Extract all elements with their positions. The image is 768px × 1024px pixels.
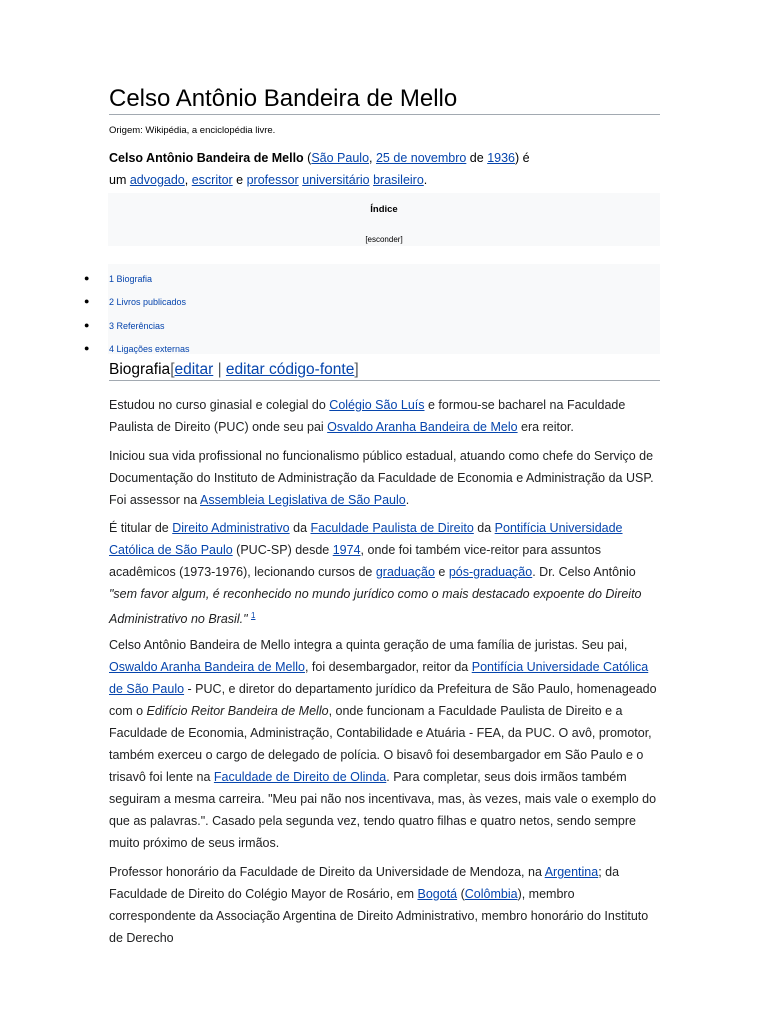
toc-item-biografia[interactable]: 1 Biografia [109,274,153,284]
link-1974[interactable]: 1974 [332,543,361,557]
link-osvaldo-aranha[interactable]: Osvaldo Aranha Bandeira de Melo [327,420,518,434]
paragraph-titular: É titular de Direito Administrativo da Faculdade Paulista de Direito da Pontifícia Universidade Católica de São Paulo (PUC-SP) desde 1974, onde foi também vice-reitor para assuntos acadêmicos (1973-1976), lecionando cursos de graduação e pós-graduação. Dr. Celso Antônio "sem favor algum, é reconhecido no mundo jurídico como o mais destacado expoente do Direito Administrativo no Brasil." $^1$ [109,521,642,627]
link-assembleia[interactable]: Assembleia Legislativa de São Paulo [200,493,406,507]
link-colegio-sao-luis[interactable]: Colégio São Luís [329,398,425,412]
link-birth-date[interactable]: 25 de novembro [375,151,467,165]
toc-list [108,264,660,354]
link-bogota[interactable]: Bogotá [417,887,458,901]
paragraph-education: Estudou no curso ginasial e colegial do Colégio São Luís e formou-se bacharel na Faculdade Paulista de Direito (PUC) onde seu pai Osvaldo Aranha Bandeira de Melo era reitor. [109,398,626,434]
link-argentina[interactable]: Argentina [544,865,599,879]
toc-title: Índice [370,204,398,215]
link-puc[interactable]: Pontifícia Universidade Católica de São Paulo [109,660,649,696]
link-year-1936[interactable]: 1936 [487,151,515,165]
toc-hide-toggle[interactable] [108,235,660,244]
link-advogado[interactable]: advogado [129,173,185,187]
link-professor[interactable]: professor [246,173,299,187]
link-pos-graduacao[interactable]: pós-graduação [448,565,533,579]
intro-name: Celso Antônio Bandeira de Mello [109,151,304,165]
link-brasileiro[interactable]: brasileiro [373,173,424,187]
link-olinda[interactable]: Faculdade de Direito de Olinda [213,770,387,784]
bullet-icon: ● [84,296,90,306]
intro-paragraph: Celso Antônio Bandeira de Mello (São Paulo, 25 de novembro de 1936) é um advogado, escritor e professor universitário brasileiro. [109,151,530,187]
bullet-icon: ● [84,343,90,353]
section-title: Biografia [109,361,171,378]
link-universitario[interactable]: universitário [302,173,370,187]
bullet-icon: ● [84,320,90,330]
paragraph-career: Iniciou sua vida profissional no funcionalismo público estadual, atuando como chefe do Serviço de Documentação do Instituto de Administração da Faculdade de Economia e Administração da USP. Foi assessor na Assembleia Legislativa de São Paulo. [109,449,654,507]
toc-item-ligacoes[interactable]: 4 Ligações externas [109,344,190,354]
link-escritor[interactable]: escritor [191,173,233,187]
section-heading-biografia: Biografia[editar | editar código-fonte] [109,359,660,381]
quote: "sem favor algum, é reconhecido no mundo jurídico como o mais destacado expoente do Direito Administrativo no Brasil." [109,587,642,627]
link-colombia[interactable]: Colômbia [464,887,518,901]
edit-source-link[interactable]: editar código-fonte [225,361,355,378]
link-faculdade-paulista[interactable]: Faculdade Paulista de Direito [310,521,474,535]
origin-note: Origem: Wikipédia, a enciclopédia livre. [109,125,276,136]
toc-header [108,193,660,246]
link-puc-sp[interactable]: Pontifícia Universidade Católica de São Paulo [109,521,623,557]
link-direito-administrativo[interactable]: Direito Administrativo [172,521,290,535]
link-oswaldo-aranha[interactable]: Oswaldo Aranha Bandeira de Mello [109,660,305,674]
page-title: Celso Antônio Bandeira de Mello [109,84,660,115]
reference-1[interactable]: 1 [251,611,256,620]
bullet-icon: ● [84,273,90,283]
paragraph-honorary: Professor honorário da Faculdade de Direito da Universidade de Mendoza, na Argentina; da Faculdade de Direito do Colégio Mayor de Rosário, em Bogotá (Colômbia), membro correspondente da Associação Argentina de Direito Administrativo, membro honorário do Instituto de Derecho [109,865,649,945]
edit-link[interactable]: editar [174,361,214,378]
building-name: Edifício Reitor Bandeira de Mello [146,704,329,718]
link-graduacao[interactable]: graduação [375,565,435,579]
toc-item-referencias[interactable]: 3 Referências [109,321,165,331]
link-sao-paulo[interactable]: São Paulo [311,151,370,165]
toc-item-livros[interactable]: 2 Livros publicados [109,297,187,307]
paragraph-family: Celso Antônio Bandeira de Mello integra a quinta geração de uma família de juristas. Seu pai, Oswaldo Aranha Bandeira de Mello, foi desembargador, reitor da Pontifícia Universidade Católica de São Paulo - PUC, e diretor do departamento jurídico da Prefeitura de São Paulo, homenageado com o Edifício Reitor Bandeira de Mello, onde funcionam a Faculdade Paulista de Direito e a Faculdade de Economia, Administração, Contabilidade e Atuária - FEA, da PUC. O avô, promotor, também exerceu o cargo de delegado de polícia. O bisavô foi desembargador em São Paulo e o trisavô foi lente na Faculdade de Direito de Olinda. Para completar, seus dois irmãos também seguiram a mesma carreira. "Meu pai não nos incentivava, mas, às vezes, mais vale o exemplo do que as palavras.". Casado pela segunda vez, tendo quatro filhas e quatro netos, sendo sempre muito próximo de seus irmãos. [109,638,657,850]
toc-hide-label[interactable]: [esconder] [365,235,403,244]
